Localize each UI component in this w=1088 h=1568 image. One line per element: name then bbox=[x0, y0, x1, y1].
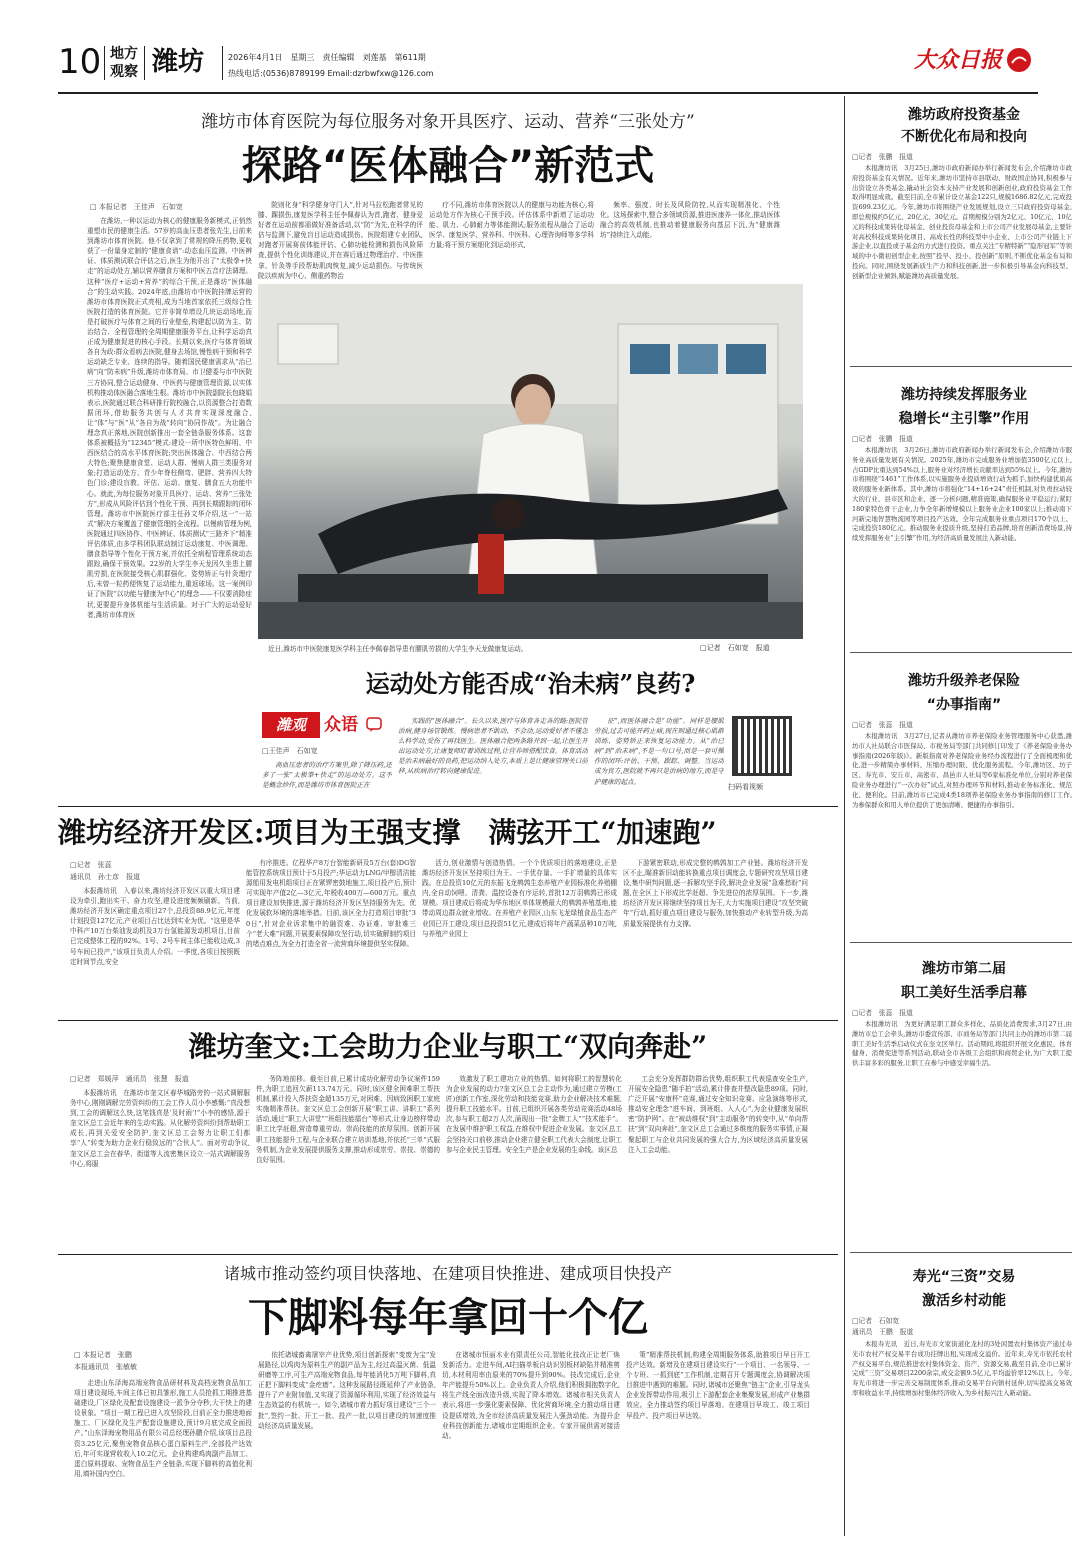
zhucheng-column-4 bbox=[626, 1350, 810, 1536]
kuiwen-col1-text: 本报潍坊讯 在潍坊市奎文区春华城路旁的一站式调解服务中心,刚刚调解完劳资纠纷的工会工作人员小李感慨:“真没想到,工会的调解这么快,这笔钱真是‘及时雨’!”小李的感悟,源于奎文区总工会近年来的生动实践。从化解劳资纠纷到帮助职工成长,再到关爱安全防护,奎文区总工会努力让职工们都享“人”转变为助力企业行稳致远的“合伙人”。面对劳动争议,奎文区总工会在春华、街道等人流密集区设立一站式调解服务中心,将服 bbox=[70, 1089, 250, 1168]
date-line: 2026年4月1日 星期三 责任编辑 刘莲基 第611期 bbox=[228, 53, 426, 62]
zhucheng-col4-text: 策”精准帮扶机制,构建全周期服务体系,助推项目早日开工投产达效。新增及在建项目建设实行“一个项目、一名领导、一个专班、一抓到底”工作机制,定期召开专题调度会,协调解决项目推进中遇到的难题。同时,诸城市还聚焦“链主”企业,引导龙头企业发挥带动作用,吸引上下游配套企业集聚发展,形成产业集群效应。全力推动签约项目早落地、在建项目早竣工、竣工项目早投产、投产项目早达效。 bbox=[626, 1351, 810, 1420]
sidebar-item-3-title-1: 潍坊升级养老保险 bbox=[908, 673, 1020, 689]
zhucheng-byline-2: 本报通讯员 张敏敏 bbox=[74, 1363, 137, 1371]
sidebar-item-2-text: 本报潍坊讯 3月26日,潍坊市政府新闻办举行新闻发布会,介绍潍坊市服务业高质量发展有关情况。2025年,潍坊市完成服务业增加值3500亿元以上,占GDP比重达到54%以上,服务业对经济增长贡献率达到55%以上。今年,潍坊市将围绕“1461”工作体系,以实施服务业提质增效行动为抓手,加快构建优质高效的服务业新体系。其中,潍坊市将强化“14+16+24”责任机制,对负责拉动较大的行业、县市区和企业、逐一分析问题,精准施策,确保服务业平稳运行;紧盯180家特色骨干企业,力争全年新增规模以上服务业企业100家以上;推动南下河新完地智慧物流园等项目投产达效。全年完成服务业重点项目170个以上、完成投资180亿元。推动服务业提质升级,坚持打造品牌,培育创新消费场景,持续发挥服务业“主引擎”作用,为经济高质量发展注入新动能。 bbox=[852, 446, 1072, 543]
commentary-brand bbox=[262, 712, 387, 740]
zhucheng-column-2 bbox=[258, 1350, 436, 1536]
lead-photo-caption: 近日,潍坊市中医院康复医学科主任李佩春指导患有腰肌劳损的大学生李天龙做康复运动。 bbox=[268, 645, 528, 653]
paper-name: 大众日报 bbox=[914, 47, 1003, 73]
lead-column-4 bbox=[600, 200, 780, 280]
commentary-column-2 bbox=[398, 716, 588, 800]
sidebar-item-5-byline-2: 通讯员 王鹏 报道 bbox=[852, 1328, 914, 1336]
sidebar-item-2-title-2: 稳增长“主引擎”作用 bbox=[898, 411, 1030, 427]
sidebar-item-4-title-1: 潍坊市第二届 bbox=[922, 961, 1006, 977]
lead-headline: 探路“医体融合”新范式 bbox=[241, 143, 655, 189]
economic-column-1 bbox=[70, 886, 240, 1014]
economic-byline-2: 通讯员 孙士彦 报道 bbox=[70, 873, 140, 881]
commentary-col1-text: 高血压患者的治疗方案里,除了降压药,还多了一张“太极拳+快走”的运动处方。这不是概念炒作,而是潍坊市体育医院正在 bbox=[262, 761, 392, 790]
kuiwen-column-2 bbox=[256, 1074, 440, 1248]
kuiwen-byline: □记者 郑媛萍 通讯员 张慧 报道 bbox=[70, 1075, 189, 1083]
sidebar-item-4-text: 本报潍坊讯 为更好满足职工群众多样化、品质化消费需求,3月27日,由潍坊市总工会牵头,潍坊市委宣传部、市商务局等部门共同主办的潍坊市第二届职工美好生活季启动仪式在奎文区举行。活动期间,将组织开展文化惠民、体育健身、消费促进等系列活动,联动全市各级工会组织和商贸企业,为广大职工提供丰富多彩的服务,让职工在参与中感受幸福生活。 bbox=[852, 1020, 1072, 1068]
sidebar-item-3-body bbox=[852, 732, 1072, 938]
zhucheng-column-3 bbox=[442, 1350, 620, 1536]
kuiwen-col4-text: 工会充分发挥群防群治优势,组织职工代表巡查安全生产,开展安全隐患“随手拍”活动,累计排查并整改隐患89项。同时,广泛开展“安康杯”竞赛,通过安全知识竞赛、应急演练等形式,推动安全理念“进车间、到班组、入人心”,为企业健康发展织密“防护网”。在“被动维权”到“主动服务”的转变中,从“单向帮扶”到“双向奔赴”,奎文区总工会通过多维度的服务实事情,正凝聚起职工与企业共同发展的强大合力,为区域经济高质量发展注入工会动能。 bbox=[628, 1075, 808, 1154]
qr-label: 扫码看视频 bbox=[728, 783, 763, 791]
economic-col2-text: 有序推进。亿程华产8万台智能新研及5万台(套)DG智能管控系统项目预计于5月投产;华运动力LNG/甲醇清洁能源船用发电机组项目正在紧锣密鼓地施工,项目投产后,预计可实现年产值2亿—3亿元,年税收400万—600万元。重点项目建设加快推进,源于潍坊经济开发区坚持服务为先。优化发展软环境的落地举措。目前,该区全力打造项目审批“30日”,针对企业诉求集中的融资难、办证难、审批难三个“老大难”问题,开展要素保障攻坚行动,切实破解制约项目的堵点难点,为全力打造全省一流营商环境提供坚实保障。 bbox=[246, 859, 416, 948]
paper-emblem-icon bbox=[1006, 47, 1032, 73]
economic-col4-text: 下游紧密联动,形成完整的鹌鹑加工产业链。潍坊经济开发区不止,瞄准新旧动能转换重点项目调度会,专题研究攻坚项目建设,集中研判问题,逐一拆解攻坚手段,解决企业发展“急难愁盼”问题,在全区上下形成比学赶超、争先进位的浓厚氛围。下一步,潍坊经济开发区将继续坚持项目为王,大力实施项目建设“攻坚突破年”行动,抓好重点项目建设与服务,加快推动产业转型升级,为高质量发展提供有力支撑。 bbox=[623, 859, 808, 928]
speech-bubble-icon bbox=[366, 717, 382, 733]
sidebar-item-3-title-2: “办事指南” bbox=[926, 697, 1002, 713]
sidebar-item-2-byline: □记者 张鹏 报道 bbox=[852, 435, 913, 443]
kuiwen-column-3 bbox=[446, 1074, 622, 1248]
economic-byline-1: □记者 张蕊 bbox=[70, 861, 112, 869]
lead-column-2 bbox=[258, 200, 423, 280]
sidebar-item-1-title-1: 潍坊政府投资基金 bbox=[908, 107, 1020, 123]
commentary-col2-text: 实践的“医体融合”。长久以来,医疗与体育各走各的路:医院管治病,健身场管锻炼。慢病患者不敢动、不会动,运动爱好者不懂怎么科学动,受伤了再找医生。医体融合把两条路并到一起,让医生开出运动处方,让康复师盯着训练过程,让营养师搭配饮食。体育活动是治未病最好的良药,把运动纳入处方,本质上是让健康管理关口前移,从疾病治疗转向健康促进。 bbox=[398, 717, 588, 776]
masthead bbox=[58, 38, 1038, 92]
lead-col3-text: 疗不同,潍坊市体育医院以人的健康与功能为核心,将运动处方作为核心干预手段。评估体系中新增了运动功能、肌力、心肺耐力等体能测试;服务流程从融合了运动医学、康复医学、营养科、中医科、心理咨询师等多学科力量;将干预方案细化到运动形式, bbox=[429, 201, 594, 250]
kuiwen-column-1 bbox=[70, 1088, 250, 1248]
sidebar-item-5-body bbox=[852, 1340, 1072, 1536]
sidebar-item-4-body bbox=[852, 1020, 1072, 1248]
zhucheng-column-1 bbox=[74, 1378, 252, 1536]
zhucheng-col3-text: 在诸城市恒丽木业有限责任公司,智能化技改正让老厂焕发新活力。走进车间,AI扫描单板自动识别板材缺陷并精准剪切,木材利用率由原来的70%提升到90%。技改完成后,企业年产能提升50%以上。企业负责人介绍,他们积极拥抱数字化,将生产线全面改造升级,实现了降本增效。诸城市相关负责人表示,将进一步强化要素保障、优化营商环境,全力推动项目建设提质增效,为全市经济高质量发展注入强劲动能。为提升企业科技创新能力,诸城市定期组织企业、专家开展供需对接活动。 bbox=[442, 1351, 620, 1440]
sidebar-item-5-title-1: 寿光“三资”交易 bbox=[912, 1269, 1016, 1285]
lead-column-1 bbox=[87, 216, 252, 916]
commentary-col3-text: 征”,而医体融合是“功能”。同样是腰肌劳损,过去可能开药止痛,现在则通过核心肌群训练、姿势矫正来恢复运动能力。从“治已病”到“治未病”,不是一句口号,而是一套可操作的闭环:评估、干预、跟踪、调整。当运动成为良方,医院就不再只是治病的地方,而是守护健康的起点。 bbox=[594, 717, 724, 786]
lead-byline: □ 本报记者 王佳声 石如宽 bbox=[90, 203, 183, 211]
section-name: 潍坊 bbox=[152, 47, 205, 77]
kuiwen-col2-text: 务阵地前移。截至目前,已累计成功化解劳动争议案件159件,为职工追回欠薪113.74万元。同时,该区健全困难职工帮扶机制,累计投入帮扶资金超135万元,对困难、因病致困职工家庭实施精准帮扶。奎文区总工会创新开展“职工讲、讲职工”系列活动,通过“职工大讲堂”“班组技能擂台”等形式,让身边榜样带动职工比学赶超,营造尊重劳动、崇尚技能的浓厚氛围。创新开展职工技能提升工程,与企业联合建立培训基地,并依托“三单”式服务机制,为企业发展提供服务支撑,推动形成崇劳、崇技、崇德的良好氛围。 bbox=[256, 1075, 440, 1164]
economic-col3-text: 活力,创业激情与创造热情。一个个优质项目的落地建设,正是潍坊经济开发区坚持项目为王、一手优存量、一手扩增量的具体实践。在总投资10亿元的东振飞龙鹌鹑生态养殖产业园标准化养殖棚内,全自动饲喂、清粪、温控设备有序运转,首批12万羽鹌鹑已形成规模。项目建成后将成为华东地区单体规模最大的鹌鹑养殖基地,能带动周边群众就业增收。在养殖产业园区,山东飞龙绿植食品生态产业园已开工建设,项目总投资51亿元,建成后将年产蔬菜品种10万吨,与养殖产业园上 bbox=[422, 859, 617, 938]
economic-column-4 bbox=[623, 858, 808, 1014]
sidebar-item-1-byline: □记者 张鹏 报道 bbox=[852, 153, 913, 161]
sidebar-item-3-text: 本报潍坊讯 3月27日,记者从潍坊市养老保险业务管理服务中心获悉,潍坊市人社局联合市医保局、市税务局等部门共同修订印发了《养老保险业务办事指南(2026年版)》。新版指南对养老保险业务经办流程进行了全面梳理和优化,进一步精简办事材料、压缩办理时限、优化服务流程。今年,潍坊区、坊子区、寿光市、安丘市、高密市、昌邑市人社局等6家标准化单位,分别对养老保险业务办理进行“一次办好”试点,对照办理环节和材料,推动业务标准化、规范化、便利化。目前,潍坊市已完成4类18项养老保险业务办事指南的修订工作,为参保群众和用人单位提供了更加清晰、便捷的办事指引。 bbox=[852, 732, 1072, 809]
sidebar-item-3-byline: □记者 张蕊 报道 bbox=[852, 721, 913, 729]
section-top: 地方 bbox=[110, 46, 138, 62]
sidebar-item-2-body bbox=[852, 446, 1072, 648]
lead-column-3 bbox=[429, 200, 594, 280]
sidebar-item-2-title-1: 潍坊持续发挥服务业 bbox=[901, 387, 1027, 403]
sidebar-item-4-title-2: 职工美好生活季启幕 bbox=[901, 985, 1027, 1001]
section-bottom: 观察 bbox=[110, 64, 138, 80]
commentary-headline: 运动处方能否成“治未病”良药? bbox=[365, 669, 696, 698]
sidebar-item-5-text: 本报寿光讯 近日,寿光市文家街道化龙村的3处闲置农村集体资产通过寿光市农村产权交易平台成功挂牌出租,实现成交溢价。近年来,寿光市依托农村产权交易平台,规范推进农村集体资金、资产、资源交易,截至目前,全市已累计完成“三资”交易项目2200余宗,成交金额9.5亿元,平均溢价率12%以上。今年,寿光市将进一步完善交易制度体系,推动交易平台向镇村延伸,切实提高交易效率和收益水平,持续增加村集体经济收入,为乡村振兴注入新动能。 bbox=[852, 1340, 1072, 1397]
commentary-byline: □王佳声 石如宽 bbox=[262, 747, 318, 755]
commentary-column-1 bbox=[262, 760, 392, 800]
zhucheng-col1-text: 走进山东泽海高端宠物食品研材料及高档宠物食品加工项目建设现场,车间主体已初具雏形,施工人员抢抓工期推进基础建设,厂区绿化及配套设施建设一派争分夺秒,大干快上的建设景象。“项目一期工程已进入攻坚阶段,目前正全力推进地面施工、厂区绿化及生产配套设施建设,预计9月底完成全面投产。”山东泽海宠物用品有限公司总经理孙鹏介绍,该项目总投资3.25亿元,聚焦宠物食品核心蛋白原料生产,全部投产达效后,年可实现营收收入10.2亿元。企业构建鸡肉副产品加工、蛋白原料提取、宠物食品生产全链条,实现下脚料的高值化利用,填补国内空白。 bbox=[74, 1379, 252, 1478]
lead-col1-text: 在潍坊,一种以运动为核心的健康服务新模式,正悄然重塑市民的健康生活。57岁的高血压患者张先生,日前来到潍坊市体育医院。他不仅拿到了常规的降压药物,更收获了一份量身定制的“健康食谱”:动态血压监测、中医辨证、体质测试联合评估之后,医生为他开出了“太极拳+快走”的运动处方,辅以营养膳食方案和中医五音疗法调理。这种“医疗+运动+营养”的综合干预,正是潍坊“医体融合”的生动实践。2024年底,由潍坊市中医院挂牌运营的潍坊市体育医院正式亮相,成为当地首家依托三级综合性医院打造的体育医院。它并非简单增设几块运动场地,而是打破医疗与体育之间的行业壁垒,构建起以防为主、防治结合、全程管理的全周期健康服务平台,让科学运动真正成为健康促进的核心手段。长期以来,医疗与体育领域各自为政:群众看病去医院,健身去场馆,慢性病干预和科学运动缺乏专业、连续的指导。随着国民健康需求从“治已病”向“防未病”升级,潍坊市体育局、市卫健委与市中医院三方协同,整合运动健身、中医药与健康管理资源,以实体机构推动体医融合落地生根。潍坊市中医院副院长包晓娟表示,医院通过联合科研推行院校融合,以资源整合打造数据闭环,借助服务共创与人才共育实现深度融合,让“体”与“医”从“各自为战”转向“协同作战”。为让融合理念真正落地,医院创新推出一套全链条服务体系。这套体系被概括为“12345”模式:建设一所中医特色鲜明、中西医结合的高水平体育医院;突出医体融合、中西结合两大特色;聚焦健康食堂、运动人群、慢病人群三类服务对象;打造运动处方、青少年脊柱侧弯、肥胖、营养四大特色门诊;建设盲教、评估、运动、康复、膳食五大功能中心。就此,为每位服务对象开具医疗、运动、营养“三张处方”,形成从风险评估到个性化干预、再到长期跟踪的闭环管理。潍坊市中医院医疗部主任孙文华介绍,这一“一站式”解决方案覆盖了健康管理的全流程。以慢病管理为例,医院通过四医协作、中医辨证、体质测试“三路齐下”精准评估体质,由多学科团队联动制订运动康复、中医调理、膳食指导等个性化干预方案,并依托全病程管理系统动态跟踪,确保干预效果。22岁的大学生李天龙因久坐患上腰肌劳损,在医院接受核心肌群强化、姿势矫正与针灸理疗后,未曾一粒药便恢复了运动能力,重返球场。这一案例印证了医院“以功能与健康为中心”的理念——不仅要消除症状,更要提升身体机能与生活质量。对于广大的运动爱好者,潍坊市体育医 bbox=[87, 217, 252, 619]
sidebar-item-1-text: 本报潍坊讯 3月25日,潍坊市政府新闻办举行新闻发布会,介绍潍坊市政府投资基金有关情况。近年来,潍坊市坚持市县联动、财政国企协同,积极参与出资设立各类基金,撬动社会资本支持产业发展和创新创业,政府投资基金工作取得明显成效。截至目前,全市累计设立基金122只,规模1686.82亿元,完成投资699.23亿元。今年,潍坊市将围绕产业发展规划,设立三只政府投资母基金,即总规模约5亿元、20亿元、30亿元。首期规模分别为2亿元、10亿元、10亿元的科技成果转化母基金、创业投资母基金和上市公司产业发展母基金,主要针对高校科技成果转化项目、高成长性的科技型中小企业、上市公司产业链上下游企业,以直投或子基金的方式进行投资。重点关注“专精特新”“隐形冠军”等领域的中小微初创型企业,按照“投早、投小、投创新”原则,不断优化基金布局和投向。同时,围绕发展新质生产力和科技创新,进一步积极引导基金向科技型、创新型企业倾斜,赋能潍坊高质量发展。 bbox=[852, 164, 1072, 280]
kuiwen-headline: 潍坊奎文:工会助力企业与职工“双向奔赴” bbox=[188, 1030, 708, 1063]
rehab-scene-image bbox=[258, 284, 803, 639]
sidebar-item-4-byline: □记者 张蕊 报道 bbox=[852, 1009, 913, 1017]
kuiwen-column-4 bbox=[628, 1074, 808, 1248]
zhucheng-byline-1: □ 本报记者 张鹏 bbox=[74, 1351, 132, 1359]
qr-code[interactable] bbox=[732, 716, 792, 776]
lead-col4-text: 频率、强度、时长及风险防控,从而实现精准化、个性化。这场探索中,整合多领域资源,推进医康养一体化,推动医体融合的高效机制,也推动着健康服务向基层下沉,为“健康潍坊”持续注入动能。 bbox=[600, 201, 780, 240]
zhucheng-col2-text: 依托诸城畜禽屠宰产业优势,项目创新探索“变废为宝”发展路径,以鸡肉为原料生产的副产品为主,经过高温灭菌、低温研磨等工序,可生产高端宠物食品,每年能消化5万吨下脚料,真正把下脚料变成“金疙瘩”。这种发展路径既延伸了产业链条,提升了产业附加值,又实现了资源循环利用,实现了经济效益与生态效益的有机统一。如今,诸城市着力抓好项目建设“三个一批”,签约一批、开工一批、投产一批,以项目建设的加速度推动经济高质量发展。 bbox=[258, 1351, 436, 1430]
sidebar-item-5-byline-1: □记者 石如宽 bbox=[852, 1317, 900, 1325]
kuiwen-col3-text: 效激发了职工建功立业的热情。如何将职工的智慧转化为企业发展的动力?奎文区总工会主动作为,通过建立劳模(工匠)创新工作室,深化劳动和技能竞赛,助力企业解决技术难题,提升职工技能水平。目前,已组织开展各类劳动竞赛活动48场次,参与职工超2万人次,涌现出一批“金牌工人”“技术能手”。在发展中维护职工权益,在维权中促进企业发展。奎文区总工会坚持关口前移,推动企业建立健全职工代表大会制度,让职工参与企业民主管理。安全生产是企业发展的生命线。该区总 bbox=[446, 1075, 622, 1154]
sidebar-item-1-body bbox=[852, 164, 1072, 360]
lead-photo-credit: □记者 石如宽 报道 bbox=[700, 644, 770, 652]
economic-column-3 bbox=[422, 858, 617, 1014]
lead-photo bbox=[258, 284, 803, 639]
sidebar-item-1-title-2: 不断优化布局和投向 bbox=[901, 129, 1027, 145]
contact-line: 热线电话:(0536)8789199 Email:dzrbwfxw@126.com bbox=[228, 69, 434, 78]
zhucheng-headline: 下脚料每年拿回十个亿 bbox=[248, 1295, 648, 1341]
economic-col1-text: 本报潍坊讯 入春以来,潍坊经济开发区以重大项目建设为牵引,跑出实干、奋力攻坚,建设进度频频刷新。当前,潍坊经济开发区确定重点项目27个,总投资88.9亿元,年度计划投资127亿元,产业项目占比达到实业为优。“这里是华中科产10万台柴油发动机及3万台氢能源发动机项目,目前已完成整体工程的92%。1号、2号车间主体已能收边成,3号车间已投产,”该项目负责人介绍。一季度,各项目按照既定时间节点,安全 bbox=[70, 887, 240, 966]
page-number: 10 bbox=[58, 42, 102, 82]
economic-headline: 潍坊经济开发区:项目为王强支撑 满弦开工“加速跑” bbox=[58, 816, 717, 849]
lead-kicker: 潍坊市体育医院为每位服务对象开具医疗、运动、营养“三张处方” bbox=[201, 112, 695, 132]
economic-column-2 bbox=[246, 858, 416, 1014]
lead-col2-text: 院则化身“科学健身守门人”,针对马拉松跑者常见的膝、踝损伤,康复医学科主任李佩春认为首,跑者、健身爱好者在运动前都需做好准备活动,以“防”为先,在科学的评估与监测下,避免盲目运动造成损伤。医院组建专业团队,对跑者开展赛前体能评估、心肺功能检测和损伤风险筛查,提供个性化训练建议,并在赛后通过物理治疗、中医推拿、针灸等手段帮助肌肉恢复,减少运动损伤。与传统医院以疾病为中心、侧重药物治 bbox=[258, 201, 423, 280]
commentary-column-3 bbox=[594, 716, 724, 800]
paper-logo bbox=[914, 44, 1038, 78]
column-name-label: 众语 bbox=[324, 715, 358, 735]
zhucheng-kicker: 诸城市推动签约项目快落地、在建项目快推进、建成项目快投产 bbox=[223, 1264, 672, 1283]
sidebar-item-5-title-2: 激活乡村动能 bbox=[922, 1293, 1006, 1309]
column-brand-label: 潍观 bbox=[262, 712, 320, 738]
